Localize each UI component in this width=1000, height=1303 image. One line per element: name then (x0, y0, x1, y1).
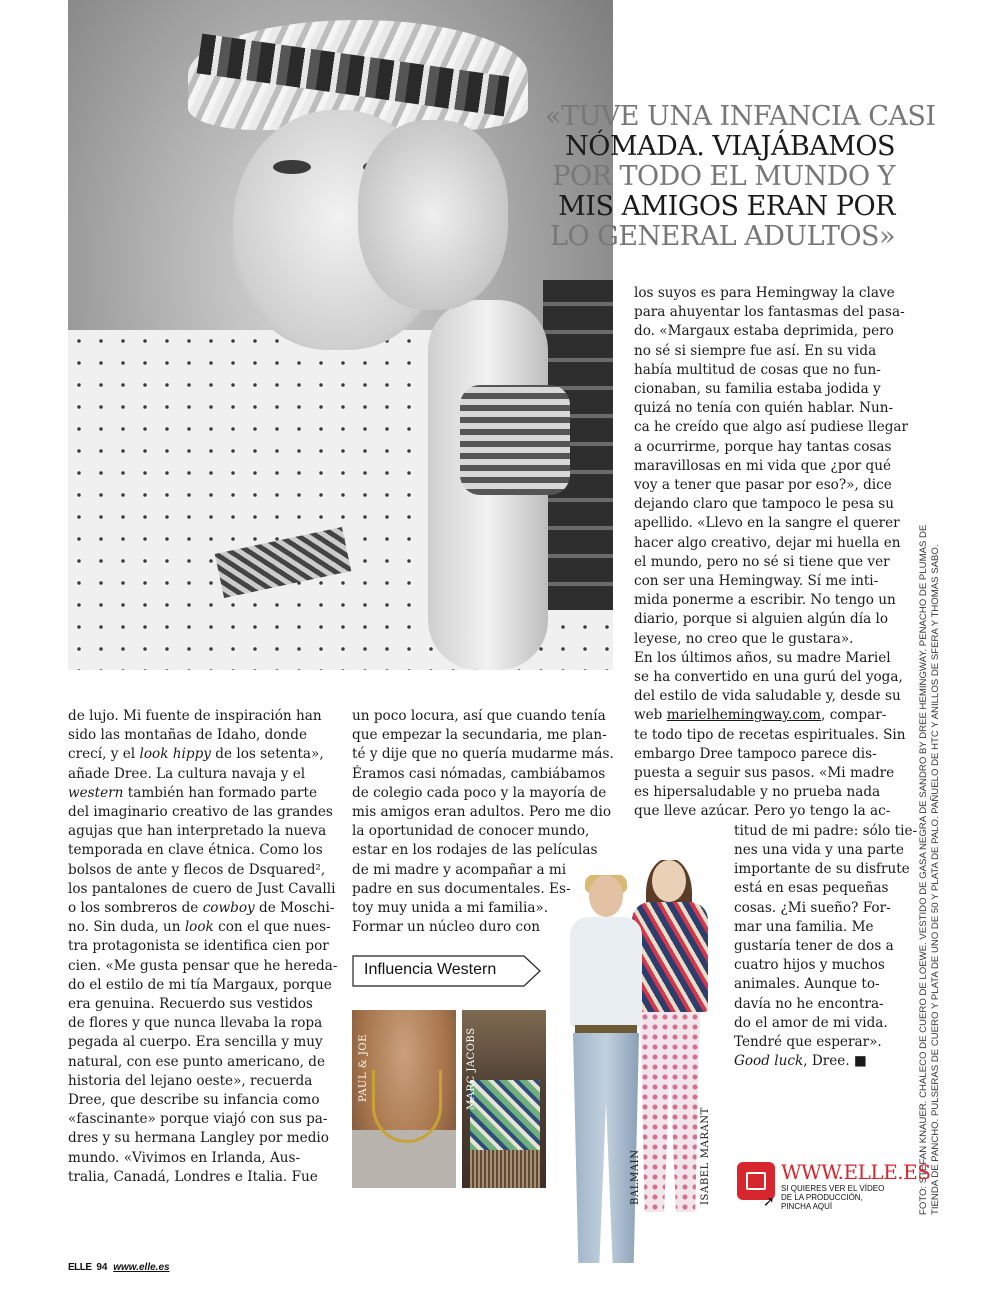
model-label-isabel-marant: ISABEL MARANT (700, 1107, 711, 1205)
body-column-a (68, 707, 343, 1187)
text-line: En los últimos años, su madre Mariel (634, 649, 891, 666)
model-label-balmain: BALMAIN (630, 1149, 641, 1205)
text-italic: Good luck (734, 1053, 804, 1070)
text-line: de lujo. Mi fuente de inspiración han (68, 708, 322, 724)
text-line: mar una familia. Me (734, 918, 874, 935)
text-line: mida ponerme a escribir. No tengo un (634, 592, 896, 609)
text-line: el mundo, pero no sé si tiene que ver (634, 553, 890, 570)
model-head (652, 860, 686, 902)
text-line: a ocurrirme, porque hay tantas cosas (634, 438, 892, 455)
pull-quote-line: LO GENERAL ADULTOS» (550, 221, 895, 252)
hero-bracelets (460, 385, 570, 495)
hero-hand (358, 120, 508, 310)
text-line: animales. Aunque to- (734, 976, 880, 993)
text-line (68, 918, 343, 937)
text-line: dres y su hermana Langley por medio (68, 1130, 329, 1147)
text-line: para ahuyentar los fantasmas del pasa- (634, 304, 905, 321)
photo-marc-jacobs (462, 1010, 546, 1188)
text-line: cuatro hijos y muchos (734, 957, 885, 974)
text-fragment: o los sombreros de (68, 900, 199, 917)
text-line: los pantalones de cuero de Just Cavalli (68, 880, 336, 897)
website-link[interactable]: marielhemingway.com (666, 707, 822, 724)
text-line: Tendré que esperar». (734, 1033, 882, 1050)
photo-bag-fringe (470, 1150, 540, 1188)
text-line: leyese, no creo que le gustara». (634, 630, 854, 647)
model-head (589, 875, 623, 917)
text-line: de mi madre y acompañar a mi (352, 861, 567, 878)
text-line: hacer algo creativo, dejar mi huella en (634, 534, 901, 551)
text-italic: cowboy (202, 900, 255, 917)
text-line: temporada en clave étnica. Como los (68, 842, 323, 859)
text-line: maravillosas en mi vida que ¿por qué (634, 457, 892, 474)
text-line: mundo. «Vivimos en Irlanda, Aus- (68, 1149, 301, 1166)
text-line: mis amigos eran adultos. Pero me dio (352, 804, 612, 821)
influencia-western-text: Influencia Western (364, 961, 497, 978)
text-line: de flores y que nunca llevaba la ropa (68, 1015, 323, 1032)
text-line: do el estilo de mi tía Margaux, porque (68, 976, 332, 993)
pull-quote-line: POR TODO EL MUNDO Y (552, 161, 895, 192)
text-line: agujas que han interpretado la nueva (68, 823, 327, 840)
text-fragment: de Moschi- (259, 900, 335, 917)
text-line: cionaban, su familia estaba jodida y (634, 381, 881, 398)
text-line: do. «Margaux estaba deprimida, pero (634, 323, 894, 340)
page-footer (68, 1262, 170, 1273)
text-line: importante de su disfrute (734, 861, 910, 878)
text-line: apellido. «Llevo en la sangre el querer (634, 515, 900, 532)
text-line: quizá no tenía con quién hablar. Nun- (634, 400, 894, 417)
text-fragment: crecí, y el (68, 746, 136, 763)
text-line: no sé si siempre fue así. En su vida (634, 342, 877, 359)
text-line: do el amor de mi vida. (734, 1014, 888, 1031)
text-line: había multitud de cosas que no fun- (634, 361, 881, 378)
text-line: gustaría tener de dos a (734, 937, 894, 954)
text-line: Dree, que describe su infancia como (68, 1092, 320, 1109)
text-line: diario, porque si alguien algún día lo (634, 611, 889, 628)
text-line: la oportunidad de conocer mundo, (352, 823, 590, 840)
text-line: sido las montañas de Idaho, donde (68, 727, 308, 744)
text-italic: western (68, 784, 124, 801)
photo-paul-joe (352, 1010, 456, 1188)
pull-quote-line: NÓMADA. VIAJÁBAMOS (565, 131, 895, 162)
photo-necklace (372, 1070, 442, 1143)
text-line: titud de mi padre: sólo tie- (734, 822, 918, 839)
text-fragment: también han formado parte (127, 784, 318, 801)
text-line: es hipersaludable y no prueba nada (634, 784, 881, 801)
text-line (68, 899, 343, 918)
cursor-icon: ➚ (763, 1194, 775, 1210)
text-line: padre en sus documentales. Es- (352, 880, 571, 897)
text-fragment: web (634, 707, 663, 724)
text-line: que empezar la secundaria, me plan- (352, 727, 607, 744)
text-line: añade Dree. La cultura navaja y el (68, 765, 306, 782)
text-line: «fascinante» porque viajó con sus pa- (68, 1111, 328, 1128)
text-line: te todo tipo de recetas espirituales. Sin (634, 726, 906, 743)
text-line: cien. «Me gusta pensar que he hereda- (68, 957, 338, 974)
photo-bag-pattern (470, 1080, 540, 1150)
text-fragment: no. Sin duda, un (68, 919, 181, 936)
text-line: de colegio cada poco y la mayoría de (352, 784, 607, 801)
pull-quote-line: MIS AMIGOS ERAN POR (558, 191, 895, 222)
text-line: cosas. ¿Mi sueño? For- (734, 899, 891, 916)
text-line: con ser una Hemingway. Sí me inti- (634, 573, 879, 590)
credits-line: TIENDA DE PANCHO. PULSERAS DE CUERO Y PLATA DE UNO DE 50 Y PLATA DE PALO. PAÑUELO DE HTC Y ANILLOS DE SFERA Y THOMAS SABO. (930, 544, 941, 1215)
text-line: voy a tener que pasar por eso?», dice (634, 477, 892, 494)
text-line: está en esas pequeñas (734, 880, 889, 897)
pull-quote-line: «TUVE UNA INFANCIA CASI (545, 101, 936, 132)
text-line: nes una vida y una parte (734, 841, 904, 858)
text-line (68, 784, 343, 803)
footer-site-link[interactable]: www.elle.es (113, 1262, 170, 1273)
influencia-western-label (352, 955, 542, 987)
text-fragment: , Dree. (803, 1053, 850, 1070)
text-line: ca he creído que algo así pudiese llegar (634, 419, 909, 436)
web-video-badge[interactable] (733, 1160, 931, 1211)
photo-credits (918, 524, 942, 1215)
text-line: historia del lejano oeste», recuerda (68, 1072, 313, 1089)
text-line: que lleve azúcar. Pero yo tengo la ac- (634, 803, 891, 820)
pull-quote (545, 101, 936, 252)
text-line: un poco locura, así que cuando tenía (352, 708, 606, 724)
text-line: bolsos de ante y flecos de Dsquared², (68, 861, 326, 878)
text-fragment: de los setenta», (215, 746, 324, 763)
text-line: puesta a seguir sus pasos. «Mi madre (634, 765, 895, 782)
text-fragment: con el que nues- (218, 919, 331, 936)
footer-brand: ELLE (68, 1262, 92, 1273)
credits-line: FOTO: STEFAN KNAUER. CHALECO DE CUERO DE LOEWE. VESTIDO DE GASA NEGRA DE SANDRO BY DREE HEMINGWAY. PENACHO DE PLUMAS DE (918, 524, 929, 1215)
text-italic: look hippy (139, 746, 211, 763)
badge-url[interactable]: WWW.ELLE.ES (781, 1160, 931, 1184)
text-line: embargo Dree tampoco parece dis- (634, 745, 877, 762)
text-line: toy muy unida a mi familia». (352, 900, 549, 917)
text-line: tralia, Canadá, Londres e Italia. Fue (68, 1168, 318, 1185)
text-line: los suyos es para Hemingway la clave (634, 285, 895, 301)
photo-label-marc-jacobs: MARC JACOBS (466, 1027, 477, 1110)
text-line: davía no he encontra- (734, 995, 884, 1012)
text-line (634, 706, 904, 725)
text-line: té y dije que no quería mudarme más. (352, 746, 614, 763)
text-line: pegada al cuerpo. Era sencilla y muy (68, 1034, 323, 1051)
text-line: del estilo de vida saludable y, desde su (634, 688, 901, 705)
photo-model-balmain (555, 875, 655, 1300)
text-line (68, 745, 343, 764)
text-line: dejando claro que tampoco le pesa su (634, 496, 894, 513)
footer-page-number: 94 (96, 1262, 108, 1273)
badge-cta: SI QUIERES VER EL VÍDEO DE LA PRODUCCIÓN, PINCHA AQUÍ (781, 1184, 885, 1211)
model-jeans (573, 1033, 639, 1263)
hero-eye-left (273, 160, 311, 174)
text-line: Éramos casi nómadas, cambiábamos (352, 765, 606, 782)
text-line: Formar un núcleo duro con (352, 919, 541, 936)
photo-label-paul-joe: PAUL & JOE (358, 1034, 369, 1102)
text-line: estar en los rodajes de las películas (352, 842, 598, 859)
text-line: del imaginario creativo de las grandes (68, 804, 333, 821)
model-shirt (570, 917, 642, 1027)
text-line: tra protagonista se identifica cien por (68, 938, 329, 955)
end-mark-icon: ■ (854, 1053, 867, 1070)
text-line: natural, con ese punto americano, de (68, 1053, 326, 1070)
text-line: se ha convertido en una gurú del yoga, (634, 669, 903, 686)
text-italic: look (184, 919, 214, 936)
text-line: era genuina. Recuerdo sus vestidos (68, 996, 313, 1013)
hero-photo (68, 0, 613, 670)
text-fragment: , compar- (821, 707, 887, 724)
